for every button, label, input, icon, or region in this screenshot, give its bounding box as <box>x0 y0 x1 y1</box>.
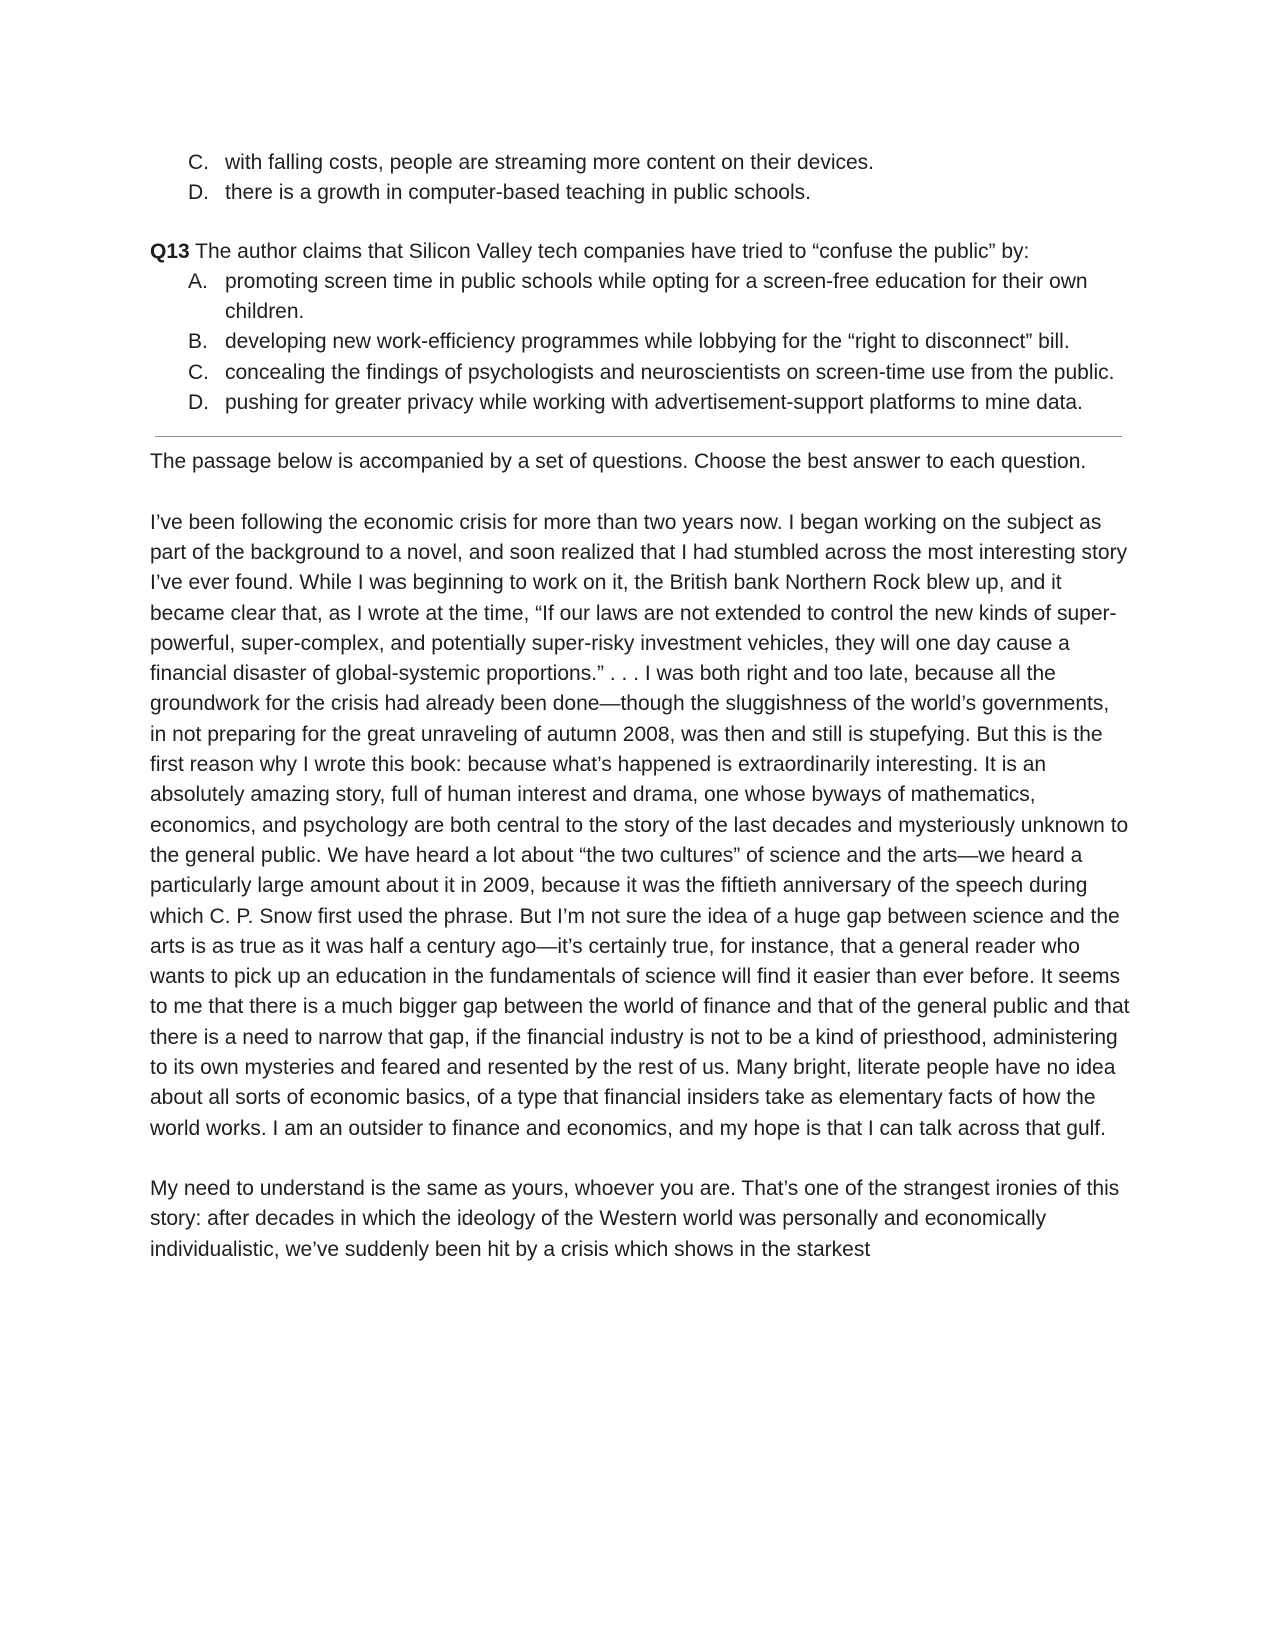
option-letter: C. <box>188 151 209 174</box>
passage-paragraph-2: My need to understand is the same as yours, whoever you are. That’s one of the strangest ironies of this story: after decades in which the ideology of the Western world was personally and economically individualistic, we’ve suddenly been hit by a crisis which shows in the starkest <box>150 1176 1120 1261</box>
passage-instruction: The passage below is accompanied by a set of questions. Choose the best answer to each question. <box>150 450 1087 474</box>
q12-option-c <box>188 148 1130 178</box>
spacer <box>150 1144 1130 1174</box>
option-letter: D. <box>188 181 209 205</box>
section-divider <box>155 436 1122 437</box>
q13-option-b <box>188 327 1130 357</box>
spacer <box>150 478 1130 508</box>
q12-options <box>150 148 1130 209</box>
option-text: promoting screen time in public schools while opting for a screen-free education for their own children. <box>225 269 1088 324</box>
passage-paragraph-1: I’ve been following the economic crisis for more than two years now. I began working on the subject as part of the background to a novel, and soon realized that I had stumbled across the most interesting story I’ve ever found. While I was beginning to work on it, the British bank Northern Rock blew up, and it became clear that, as I wrote at the time, “If our laws are not extended to control the new kinds of super-powerful, super-complex, and potentially super-risky investment vehicles, they will one day cause a financial disaster of global-systemic proportions.” . . . I was both right and too late, because all the groundwork for the crisis had already been done—though the sluggishness of the world’s governments, in not preparing for the great unraveling of autumn 2008, was then and still is stupefying. But this is the first reason why I wrote this book: because what’s happened is extraordinarily interesting. It is an absolutely amazing story, full of human interest and drama, one whose byways of mathematics, economics, and psychology are both central to the story of the last decades and mysteriously unknown to the general public. We have heard a lot about “the two cultures” of science and the arts—we heard a particularly large amount about it in 2009, because it was the fiftieth anniversary of the speech during which C. P. Snow first used the phrase. But I’m not sure the idea of a huge gap between science and the arts is as true as it was half a century ago—it’s certainly true, for instance, that a general reader who wants to pick up an education in the fundamentals of science will find it easier than ever before. It seems to me that there is a much bigger gap between the world of finance and that of the general public and that there is a need to narrow that gap, if the financial industry is not to be a kind of priesthood, administering to its own mysteries and feared and resented by the rest of us. Many bright, literate people have no idea about all sorts of economic basics, of a type that financial insiders take as elementary facts of how the world works. I am an outsider to finance and economics, and my hope is that I can talk across that gulf. <box>150 510 1130 1140</box>
option-text: concealing the findings of psychologists and neuroscientists on screen-time use from the public. <box>225 360 1115 384</box>
question-number: Q13 <box>150 239 190 263</box>
spacer <box>150 209 1130 237</box>
document-page <box>150 148 1130 1265</box>
option-text: with falling costs, people are streaming more content on their devices. <box>225 151 875 174</box>
option-text: there is a growth in computer-based teaching in public schools. <box>225 181 811 205</box>
option-letter: D. <box>188 391 209 415</box>
q13-option-c <box>188 358 1130 388</box>
q13-option-d <box>188 388 1130 418</box>
q12-option-d <box>188 178 1130 208</box>
option-text: developing new work-efficiency programmes while lobbying for the “right to disconnect” bill. <box>225 330 1070 354</box>
q13-stem <box>150 237 1130 267</box>
option-letter: A. <box>188 269 208 293</box>
q13-options <box>150 267 1130 418</box>
q13-option-a <box>188 267 1130 328</box>
option-text: pushing for greater privacy while working with advertisement-support platforms to mine data. <box>225 391 1083 415</box>
question-text: The author claims that Silicon Valley tech companies have tried to “confuse the public” by: <box>189 239 1030 263</box>
option-letter: B. <box>188 330 208 354</box>
option-letter: C. <box>188 360 209 384</box>
